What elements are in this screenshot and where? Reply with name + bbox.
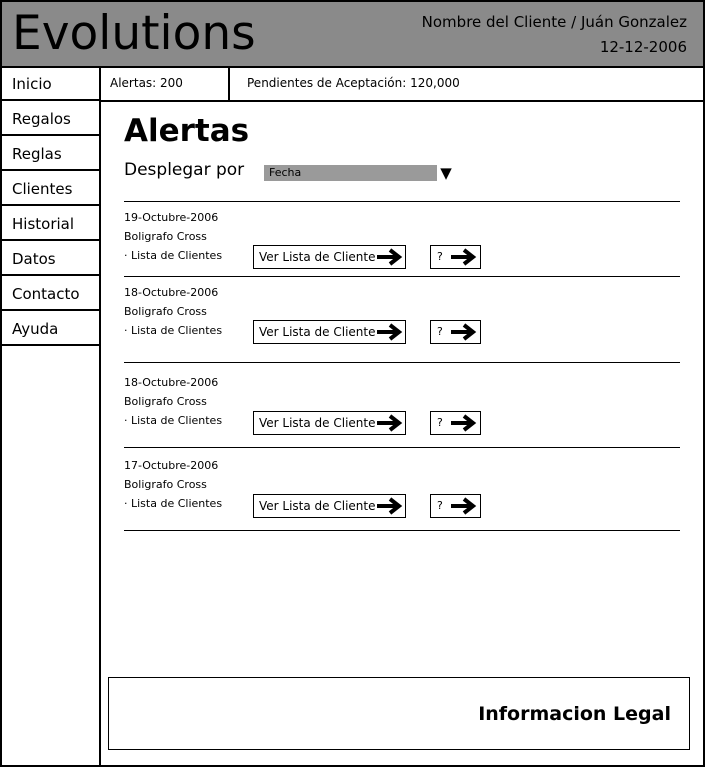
divider [124,201,680,202]
arrow-right-icon [450,497,478,515]
help-button[interactable] [430,494,481,518]
view-client-list-label: Ver Lista de Cliente [259,416,376,430]
sidebar-item-historial[interactable]: Historial [2,208,99,241]
divider [124,447,680,448]
arrow-right-icon [450,414,478,432]
sidebar-item-regalos[interactable]: Regalos [2,103,99,136]
footer-box [108,677,690,750]
help-button[interactable] [430,245,481,269]
entry-date: 17-Octubre-2006 [124,459,219,472]
entry-list-label: · Lista de Clientes [124,497,223,510]
view-client-list-button[interactable] [253,494,406,518]
entry-list-label: · Lista de Clientes [124,249,223,262]
sidebar-item-reglas[interactable]: Reglas [2,138,99,171]
help-button[interactable] [430,320,481,344]
entry-date: 18-Octubre-2006 [124,376,219,389]
chevron-down-icon[interactable]: ▼ [440,164,452,182]
sort-select-value[interactable]: Fecha [264,165,437,181]
view-client-list-button[interactable] [253,320,406,344]
arrow-right-icon [376,414,404,432]
entry-item: Boligrafo Cross [124,395,207,408]
arrow-right-icon [376,323,404,341]
alerts-count: Alertas: 200 [110,76,183,90]
pending-count: Pendientes de Aceptación: 120,000 [247,76,460,90]
arrow-right-icon [376,497,404,515]
sidebar [2,68,101,765]
sort-select[interactable] [264,165,455,181]
help-label: ? [437,250,443,263]
sidebar-item-datos[interactable]: Datos [2,243,99,276]
client-name: Nombre del Cliente / Juán Gonzalez [421,13,687,31]
arrow-right-icon [450,248,478,266]
status-divider [228,68,230,100]
entry-item: Boligrafo Cross [124,478,207,491]
app-logo: Evolutions [12,6,256,61]
entry-date: 18-Octubre-2006 [124,286,219,299]
view-client-list-button[interactable] [253,411,406,435]
sidebar-item-contacto[interactable]: Contacto [2,278,99,311]
view-client-list-button[interactable] [253,245,406,269]
help-label: ? [437,416,443,429]
entry-list-label: · Lista de Clientes [124,324,223,337]
view-client-list-label: Ver Lista de Cliente [259,499,376,513]
entry-date: 19-Octubre-2006 [124,211,219,224]
status-bar [101,68,703,102]
view-client-list-label: Ver Lista de Cliente [259,325,376,339]
legal-info-link[interactable]: Informacion Legal [478,703,671,725]
page-title: Alertas [124,113,250,149]
entry-list-label: · Lista de Clientes [124,414,223,427]
header-bar [2,2,703,68]
entry-item: Boligrafo Cross [124,230,207,243]
help-label: ? [437,499,443,512]
arrow-right-icon [376,248,404,266]
entry-item: Boligrafo Cross [124,305,207,318]
divider [124,362,680,363]
sidebar-item-inicio[interactable]: Inicio [2,68,99,101]
divider [124,530,680,531]
help-button[interactable] [430,411,481,435]
view-client-list-label: Ver Lista de Cliente [259,250,376,264]
help-label: ? [437,325,443,338]
arrow-right-icon [450,323,478,341]
divider [124,276,680,277]
sort-label: Desplegar por [124,160,245,180]
sidebar-item-ayuda[interactable]: Ayuda [2,313,99,346]
sidebar-item-clientes[interactable]: Clientes [2,173,99,206]
header-date: 12-12-2006 [599,38,687,56]
